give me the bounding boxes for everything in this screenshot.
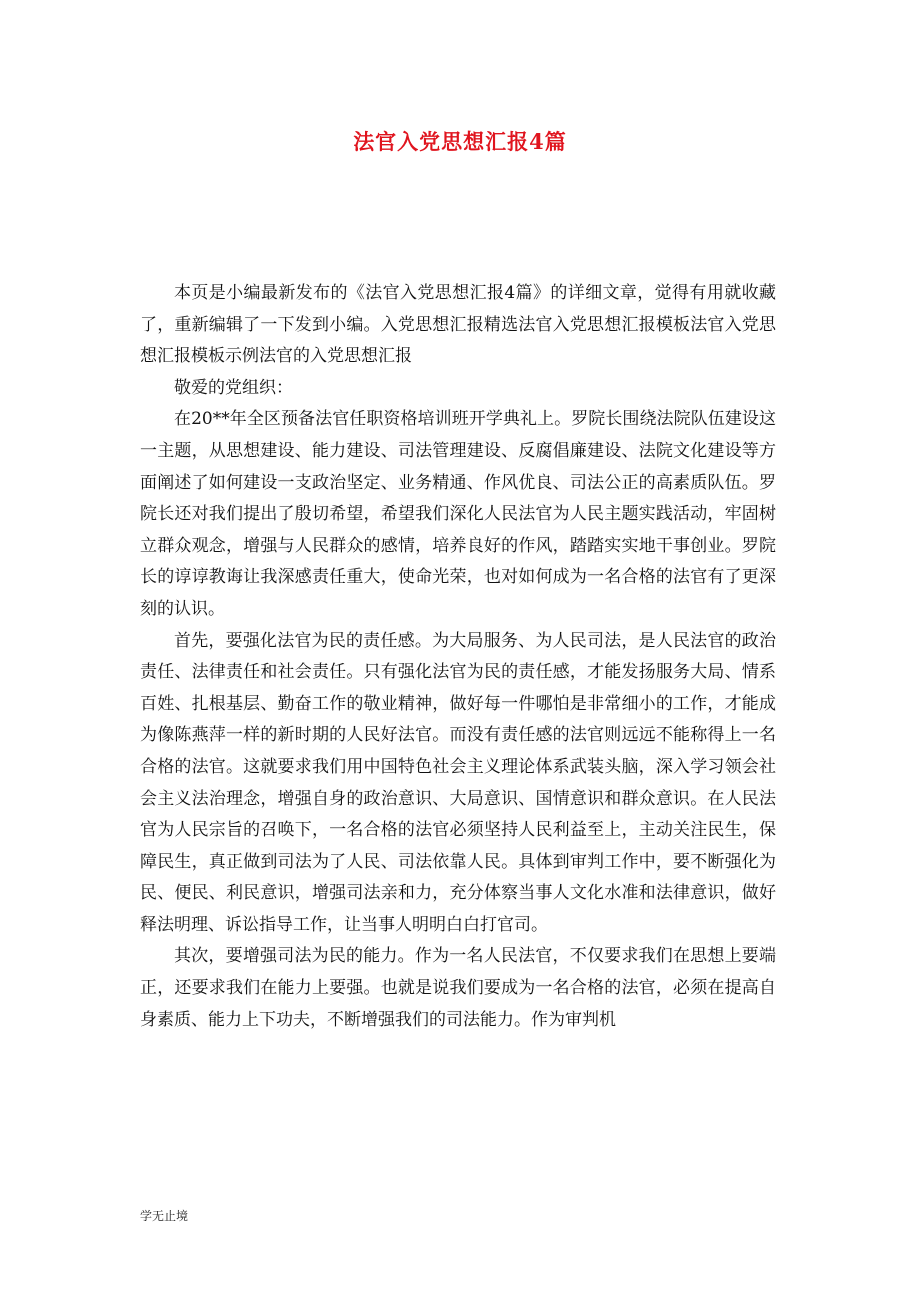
- paragraph-intro: 本页是小编最新发布的《法官入党思想汇报4篇》的详细文章，觉得有用就收藏了，重新编辑了一下发到小编。入党思想汇报精选法官入党思想汇报模板法官入党思想汇报模板示例法官的入党思想汇报: [140, 283, 776, 367]
- paragraph-training: 在20**年全区预备法官任职资格培训班开学典礼上。罗院长围绕法院队伍建设这一主题，从思想建设、能力建设、司法管理建设、反腐倡廉建设、法院文化建设等方面阐述了如何建设一支政治坚定、业务精通、作风优良、司法公正的高素质队伍。罗院长还对我们提出了殷切希望，希望我们深化人民法官为人民主题实践活动，牢固树立群众观念，增强与人民群众的感情，培养良好的作风，踏踏实实地干事创业。罗院长的谆谆教诲让我深感责任重大，使命光荣，也对如何成为一名合格的法官有了更深刻的认识。: [140, 409, 776, 619]
- document-body: [140, 278, 776, 1036]
- paragraph-salutation: 敬爱的党组织：: [174, 377, 293, 398]
- paragraph-ability: 其次，要增强司法为民的能力。作为一名人民法官，不仅要求我们在思想上要端正，还要求我们在能力上要强。也就是说我们要成为一名合格的法官，必须在提高自身素质、能力上下功夫，不断增强我们的司法能力。作为审判机: [140, 946, 776, 1030]
- page-footer: 学无止境: [140, 1209, 189, 1223]
- paragraph-responsibility: 首先，要强化法官为民的责任感。为大局服务、为人民司法，是人民法官的政治责任、法律责任和社会责任。只有强化法官为民的责任感，才能发扬服务大局、情系百姓、扎根基层、勤奋工作的敬业精神，做好每一件哪怕是非常细小的工作，才能成为像陈燕萍一样的新时期的人民好法官。而没有责任感的法官则远远不能称得上一名合格的法官。这就要求我们用中国特色社会主义理论体系武装头脑，深入学习领会社会主义法治理念，增强自身的政治意识、大局意识、国情意识和群众意识。在人民法官为人民宗旨的召唤下，一名合格的法官必须坚持人民利益至上，主动关注民生，保障民生，真正做到司法为了人民、司法依靠人民。具体到审判工作中，要不断强化为民、便民、利民意识，增强司法亲和力，充分体察当事人文化水准和法律意识，做好释法明理、诉讼指导工作，让当事人明明白白打官司。: [140, 630, 776, 935]
- document-title: 法官入党思想汇报4篇: [353, 129, 567, 154]
